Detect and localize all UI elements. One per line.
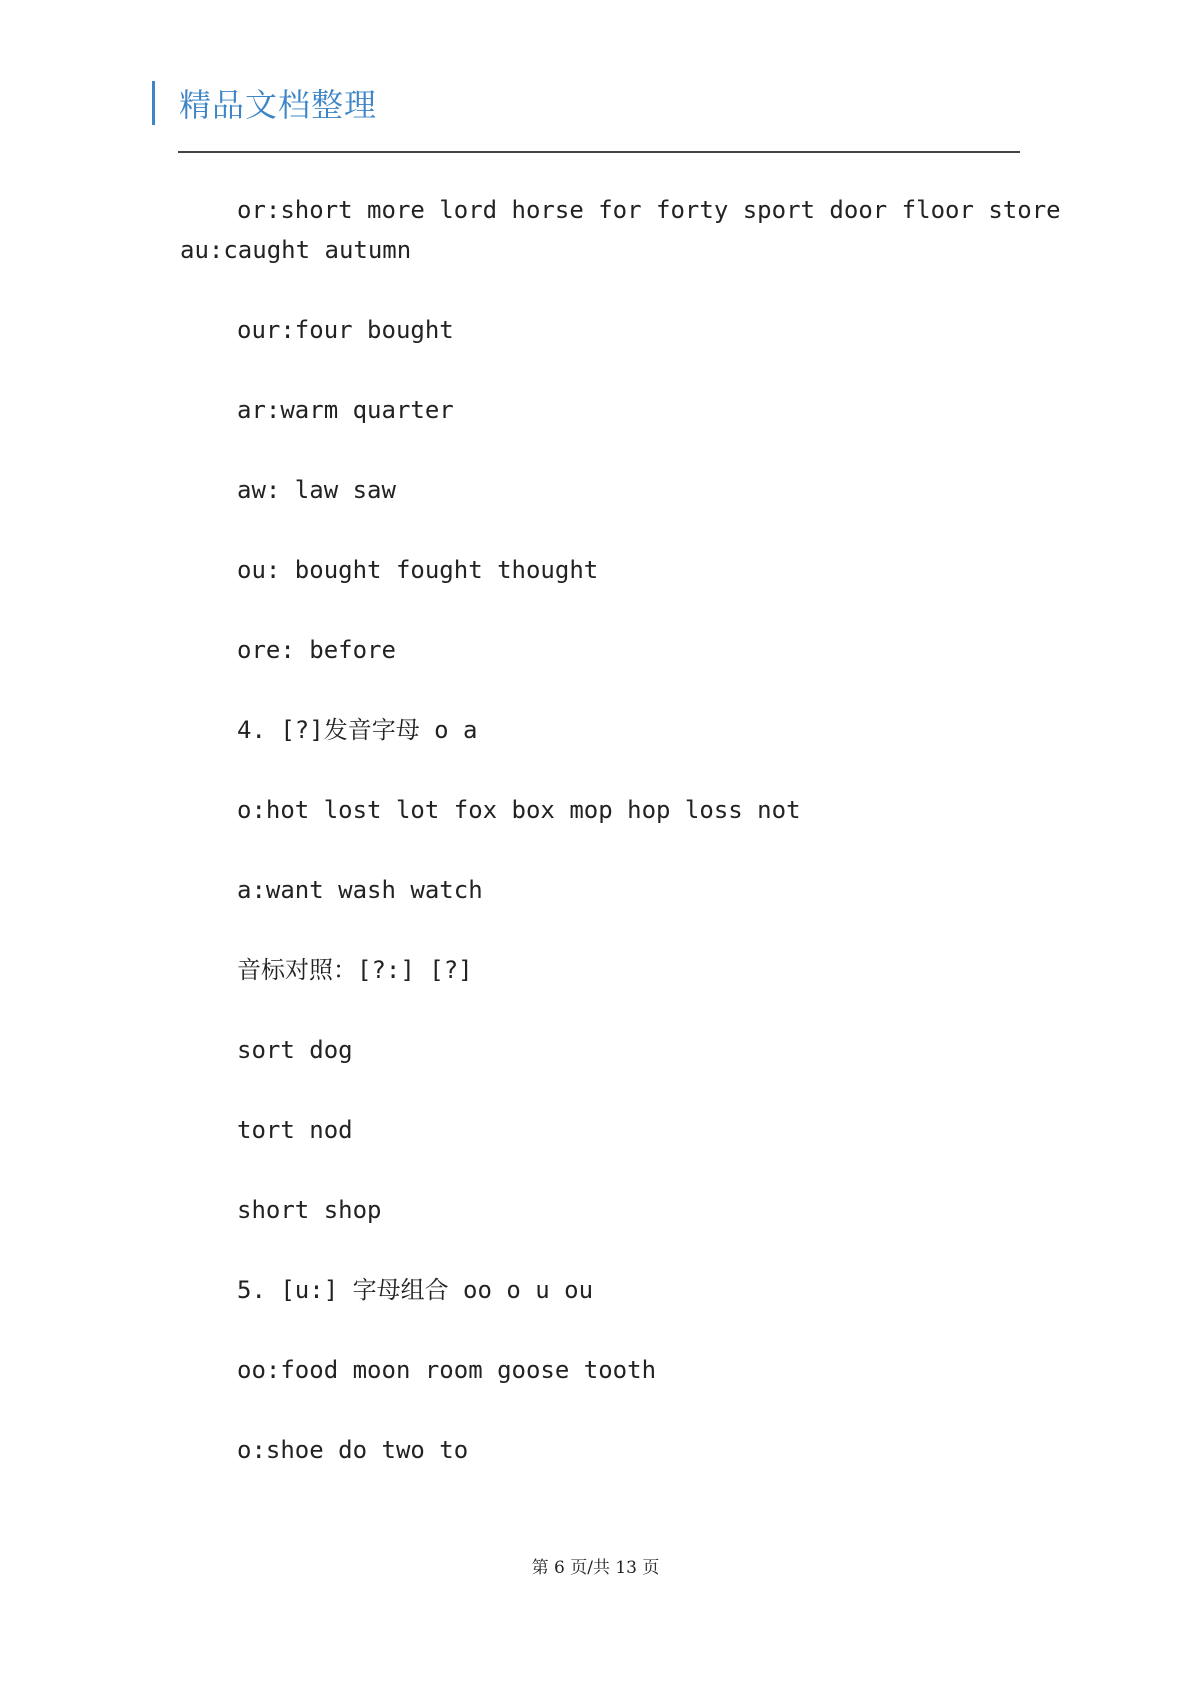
header-title: 精品文档整理 (179, 86, 378, 124)
document-body (180, 190, 1061, 1510)
text-line: sort dog (237, 1036, 353, 1064)
text-line: tort nod (237, 1116, 353, 1144)
section-heading-5: 5. [u:] 字母组合 oo o u ou (237, 1276, 594, 1304)
text-line: or:short more lord horse for forty sport door floor store (237, 196, 1061, 224)
text-line: ou: bought fought thought (237, 556, 599, 584)
text-line: our:four bought (237, 316, 454, 344)
phonetic-comparison: 音标对照：[?:] [?] (237, 956, 473, 984)
header-divider (178, 151, 1020, 153)
text-line: oo:food moon room goose tooth (237, 1356, 657, 1384)
text-line: aw: law saw (237, 476, 396, 504)
document-header (152, 78, 377, 128)
section-heading-4: 4. [?]发音字母 o a (237, 716, 478, 744)
paragraph-or-au (180, 190, 1061, 270)
page-number: 第 6 页/共 13 页 (531, 1558, 660, 1578)
text-line: ar:warm quarter (237, 396, 454, 424)
text-line: a:want wash watch (237, 876, 483, 904)
text-line: o:shoe do two to (237, 1436, 469, 1464)
text-line: ore: before (237, 636, 396, 664)
text-line: short shop (237, 1196, 382, 1224)
text-line: au:caught autumn (180, 236, 412, 264)
text-line: o:hot lost lot fox box mop hop loss not (237, 796, 801, 824)
header-accent-bar (152, 81, 155, 125)
